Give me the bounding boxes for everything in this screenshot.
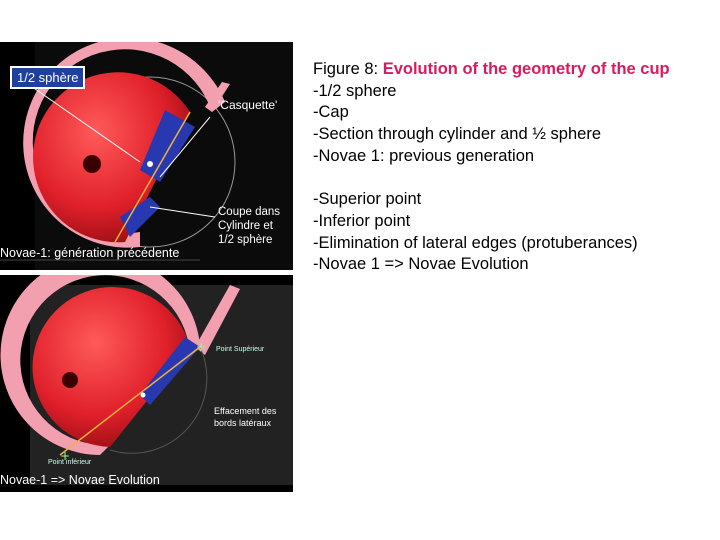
bullet-cap: -Cap (313, 103, 349, 122)
bullet-novae-evolution: -Novae 1 => Novae Evolution (313, 255, 529, 274)
bullet-half-sphere: -1/2 sphere (313, 81, 397, 100)
figure-title: Evolution of the geometry of the cup (382, 60, 670, 78)
effacement-label-line2: bords latéraux (214, 418, 272, 428)
bullet-superior-point: -Superior point (313, 190, 422, 209)
figure-prefix: Figure 8: (313, 60, 383, 78)
top-diagram-panel (0, 42, 293, 270)
section-label-line2: Cylindre et (218, 220, 273, 232)
bullet-novae-previous: -Novae 1: previous generation (313, 146, 535, 165)
figure-description (313, 59, 713, 276)
superior-point-label: Point Supérieur (216, 346, 265, 353)
cap-label: 'Casquette' (218, 98, 278, 112)
bottom-diagram-graphic (0, 275, 293, 492)
figure-title-line (313, 59, 713, 81)
bottom-caption: Novae-1 => Novae Evolution (0, 473, 160, 487)
effacement-label-line1: Effacement des (214, 406, 277, 416)
bullet-section: -Section through cylinder and ½ sphere (313, 125, 602, 144)
bullet-inferior-point: -Inferior point (313, 211, 411, 230)
bullet-elimination: -Elimination of lateral edges (protuberances) (313, 233, 638, 252)
half-sphere-label: 1/2 sphère (10, 66, 85, 89)
svg-text:+: + (196, 340, 207, 354)
svg-text:+: + (60, 449, 71, 463)
section-label-line1: Coupe dans (218, 206, 281, 218)
top-caption: Novae-1: génération précédente (0, 246, 180, 260)
bottom-diagram-panel (0, 275, 293, 492)
inferior-point-label: Point inférieur (48, 459, 92, 466)
section-label-line3: 1/2 sphère (218, 234, 273, 246)
